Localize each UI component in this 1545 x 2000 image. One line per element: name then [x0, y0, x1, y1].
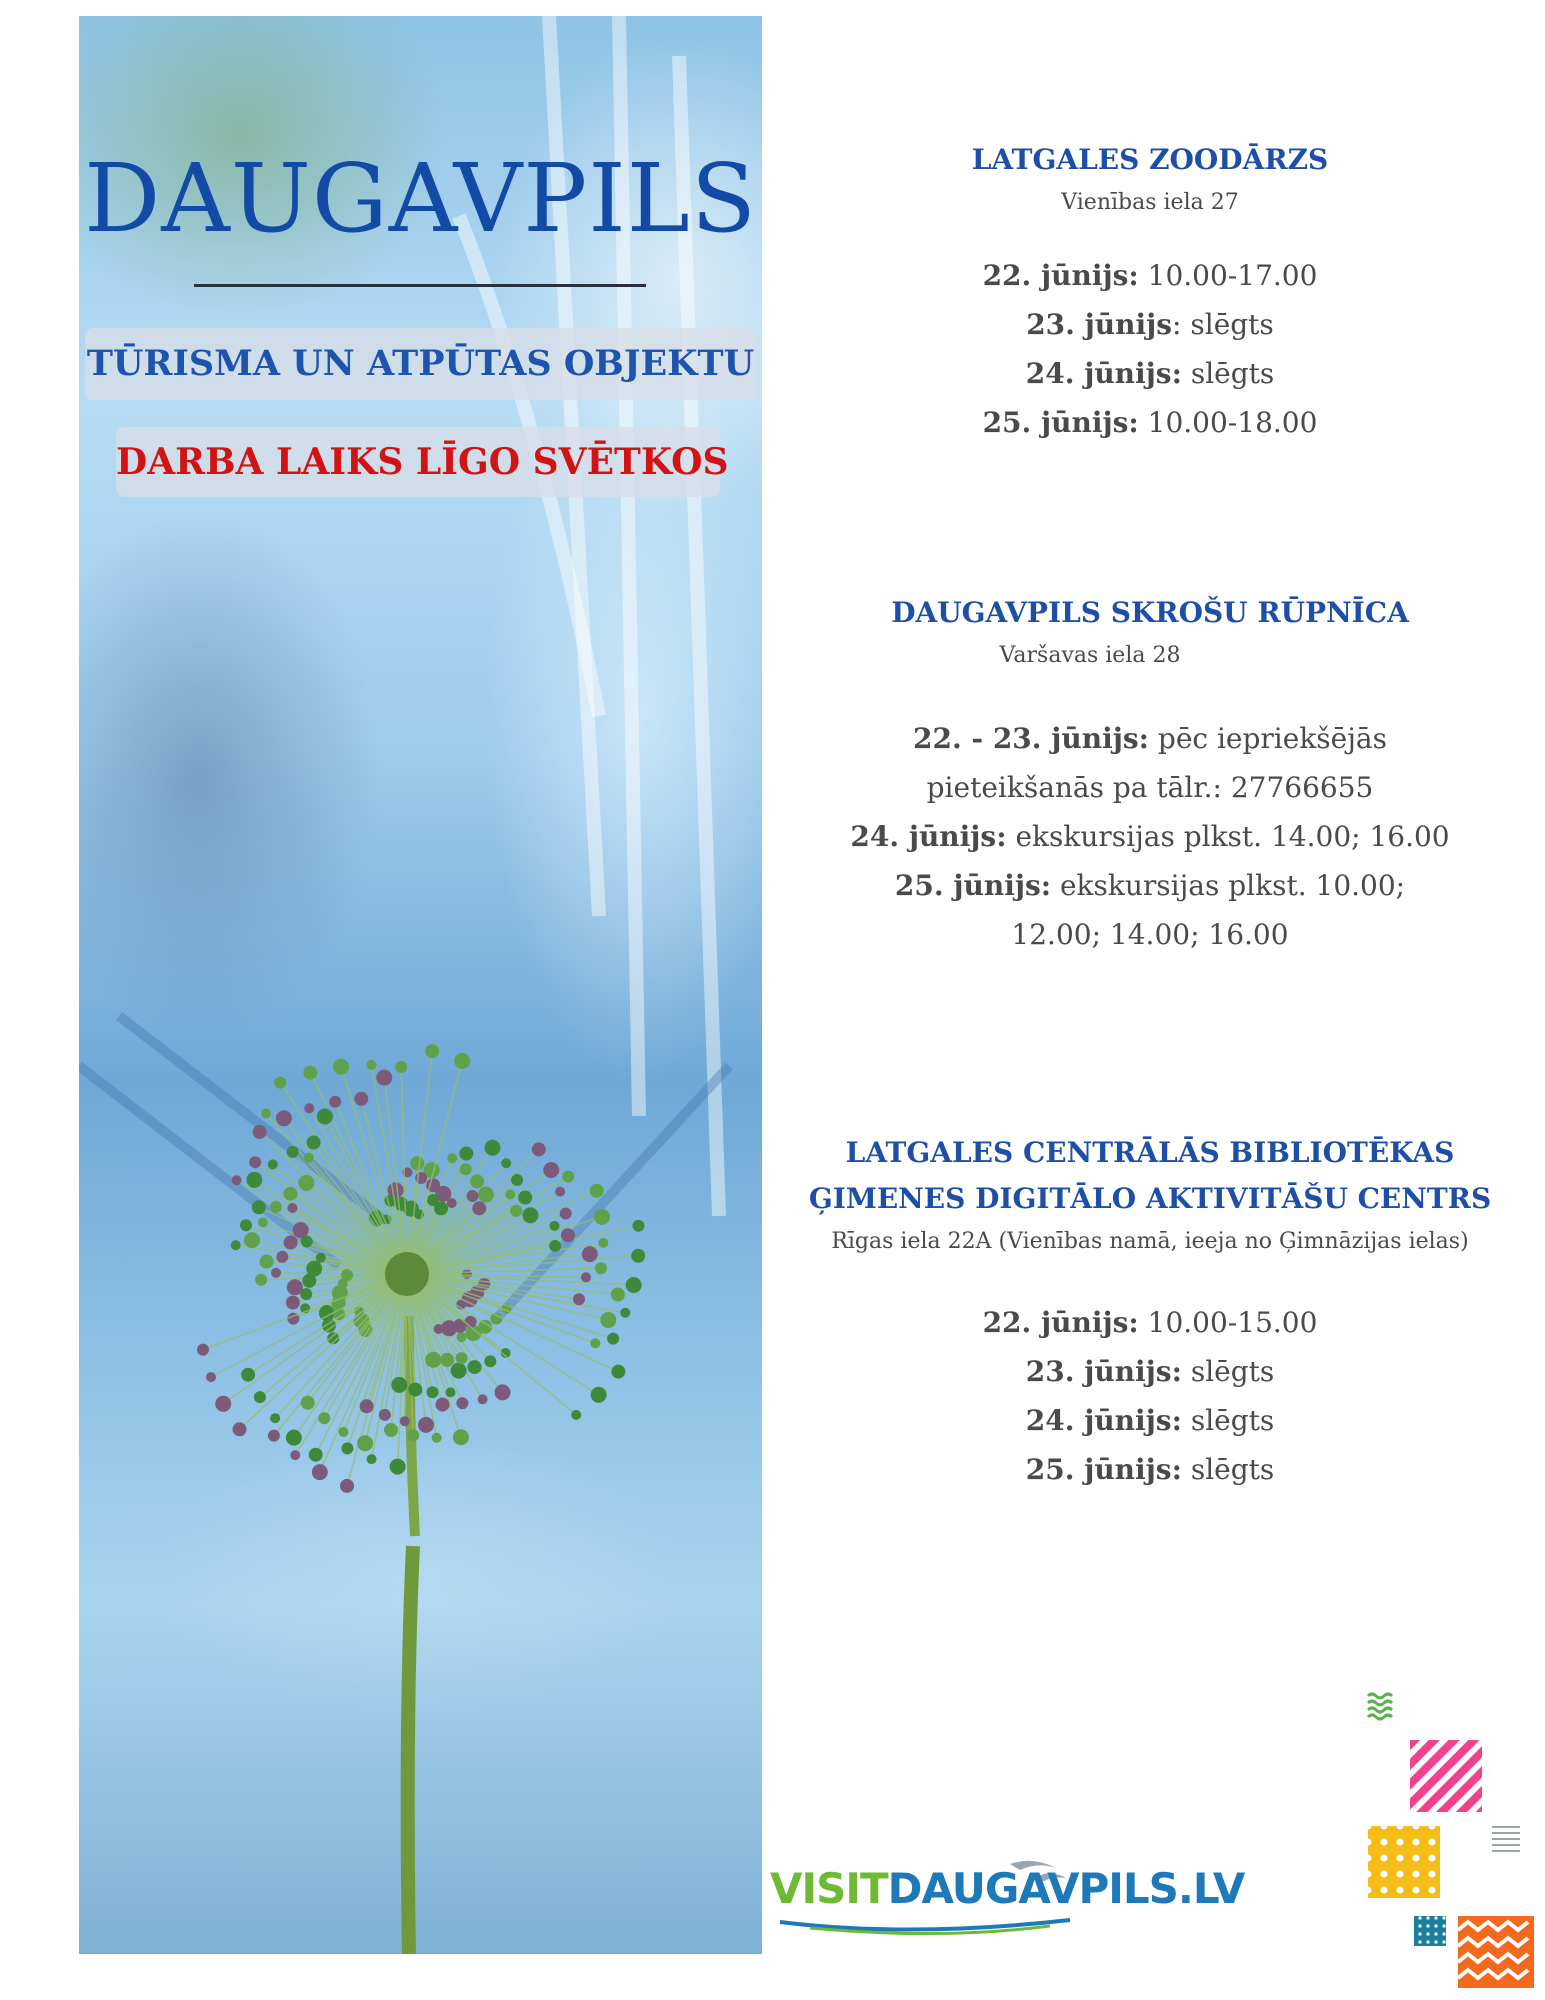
section-address: Varšavas iela 28 [999, 643, 1181, 668]
subtitle-tourism-objects: TŪRISMA UN ATPŪTAS OBJEKTU [85, 328, 756, 400]
decorative-pattern-squares [1360, 1690, 1540, 1990]
poster-photo-panel [79, 16, 762, 1954]
title-divider [194, 284, 646, 287]
schedule-list [770, 1298, 1530, 1494]
schedule-line: 25. jūnijs: 10.00-18.00 [982, 406, 1318, 439]
visitdaugavpils-logo[interactable] [770, 1856, 1245, 1936]
allium-flower-image [79, 16, 762, 1954]
schedule-list [770, 714, 1530, 959]
schedule-line: 25. jūnijs: slēgts [1025, 1453, 1275, 1486]
section-library [770, 1130, 1530, 1494]
schedule-line: 24. jūnijs: slēgts [1025, 1404, 1275, 1437]
schedule-line: 22. jūnijs: 10.00-15.00 [982, 1306, 1318, 1339]
schedule-line: 23. jūnijs: slēgts [1026, 308, 1274, 341]
section-zoo [770, 137, 1530, 447]
schedule-line: 12.00; 14.00; 16.00 [1011, 918, 1289, 951]
schedule-line: 22. jūnijs: 10.00-17.00 [982, 259, 1318, 292]
subtitle-ligo-hours: DARBA LAIKS LĪGO SVĒTKOS [116, 427, 720, 497]
schedule-line: 24. jūnijs: slēgts [1025, 357, 1275, 390]
logo-text: VISITDAUGAVPILS.LV [770, 1864, 1245, 1913]
section-address: Vienības iela 27 [1061, 190, 1239, 215]
section-title: LATGALES CENTRĀLĀS BIBLIOTĒKAS [845, 1136, 1455, 1169]
section-title: LATGALES ZOODĀRZS [971, 143, 1329, 176]
schedule-line: 23. jūnijs: slēgts [1025, 1355, 1275, 1388]
schedule-line: 25. jūnijs: ekskursijas plkst. 10.00; [894, 869, 1406, 902]
schedule-line: 22. - 23. jūnijs: pēc iepriekšējās [912, 722, 1387, 755]
poster-title: DAUGAVPILS [84, 144, 757, 254]
section-title-line2: ĢIMENES DIGITĀLO AKTIVITĀŠU CENTRS [808, 1182, 1492, 1215]
schedule-line: 24. jūnijs: ekskursijas plkst. 14.00; 16.00 [850, 820, 1450, 853]
schedule-list [770, 251, 1530, 447]
schedule-line: pieteikšanās pa tālr.: 27766655 [926, 771, 1374, 804]
section-address: Rīgas iela 22A (Vienības namā, ieeja no Ģimnāzijas ielas) [831, 1229, 1469, 1254]
section-title: DAUGAVPILS SKROŠU RŪPNĪCA [891, 596, 1409, 629]
section-shot-tower [770, 590, 1530, 959]
